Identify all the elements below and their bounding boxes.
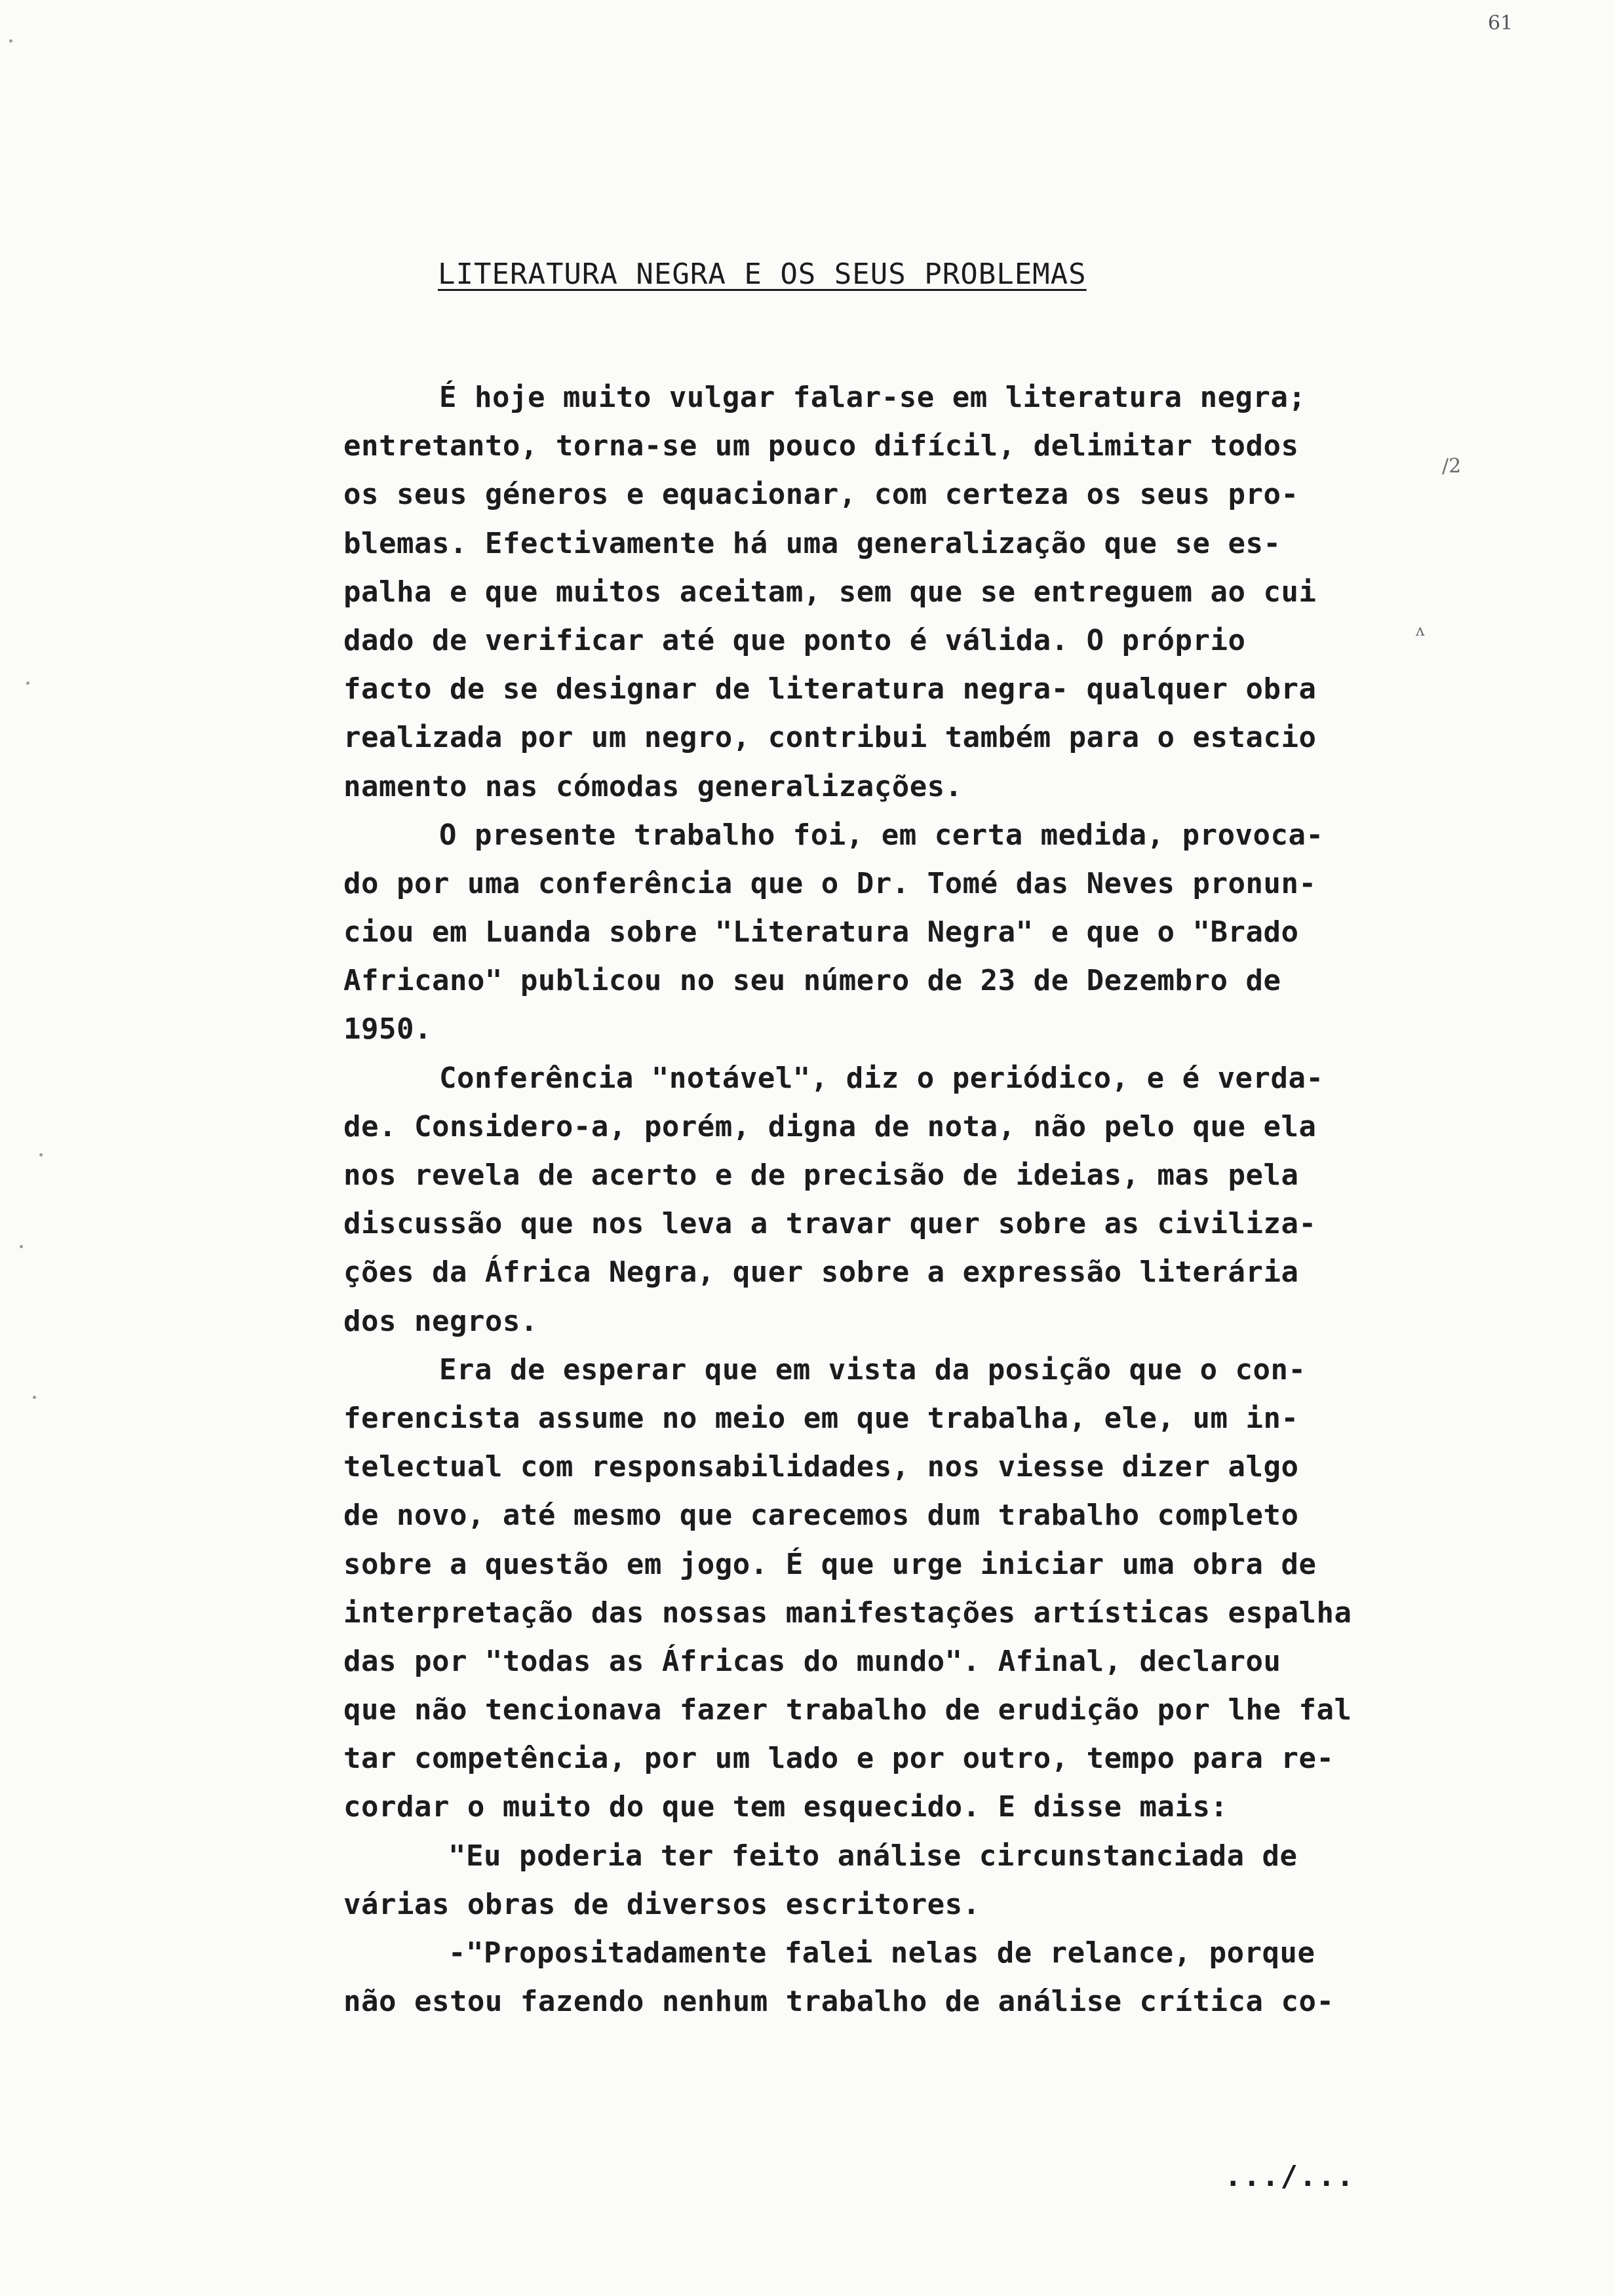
text-line: O presente trabalho foi, em certa medida, provoca- [439,818,1324,852]
text-line: discussão que nos leva a travar quer sobre as civiliza- [343,1207,1317,1241]
text-line: várias obras de diversos escritores. [343,1887,981,1921]
text-line: de novo, até mesmo que carecemos dum trabalho completo [343,1499,1299,1533]
text-line: É hoje muito vulgar falar-se em literatura negra; [439,381,1306,414]
text-line: Conferência "notável", diz o periódico, e é verda- [439,1061,1324,1095]
text-line: cordar o muito do que tem esquecido. E disse mais: [343,1790,1228,1824]
text-line: ções da África Negra, quer sobre a expressão literária [343,1255,1299,1290]
text-line: dado de verificar até que ponto é válida. O próprio [343,623,1246,657]
text-line: telectual com responsabilidades, nos viesse dizer algo [343,1450,1299,1484]
text-line: do por uma conferência que o Dr. Tomé das Neves pronun- [343,866,1317,900]
text-line: ferencista assume no meio em que trabalha, ele, um in- [343,1401,1299,1435]
text-line: ciou em Luanda sobre "Literatura Negra" e que o "Brado [343,915,1299,949]
text-line: dos negros. [343,1304,538,1338]
text-line: das por "todas as Áfricas do mundo". Afinal, declarou [343,1644,1281,1678]
scan-speck [39,1153,43,1157]
text-line: os seus géneros e equacionar, com certeza os seus pro- [343,478,1299,512]
page-number: 61 [1488,12,1513,35]
text-line: nos revela de acerto e de precisão de ideias, mas pela [343,1158,1299,1192]
text-line: entretanto, torna-se um pouco difícil, delimitar todos [343,429,1299,463]
text-line: de. Considero-a, porém, digna de nota, não pelo que ela [343,1109,1317,1143]
text-line: que não tencionava fazer trabalho de erudição por lhe fal [343,1693,1352,1727]
text-line: 1950. [343,1012,432,1046]
margin-note: /2 [1442,455,1462,478]
document-title: LITERATURA NEGRA E OS SEUS PROBLEMAS [438,258,1087,292]
scan-speck [26,681,29,685]
text-line: sobre a questão em jogo. É que urge iniciar uma obra de [343,1547,1317,1581]
text-line: facto de se designar de literatura negra- qualquer obra [343,672,1317,706]
text-line: não estou fazendo nenhum trabalho de análise crítica co- [343,1985,1334,2019]
text-line: "Eu poderia ter feito análise circunstanciada de [448,1839,1298,1873]
text-line: tar competência, por um lado e por outro, tempo para re- [343,1742,1334,1776]
text-line: blemas. Efectivamente há uma generalização que se es- [343,526,1281,560]
scan-speck [33,1396,36,1399]
text-line: -"Propositadamente falei nelas de relance, porque [448,1936,1315,1970]
text-line: interpretação das nossas manifestações artísticas espalha [343,1596,1352,1630]
text-line: Era de esperar que em vista da posição que o con- [439,1352,1306,1387]
scan-speck [20,1245,23,1248]
text-line: realizada por um negro, contribui também para o estacio [343,721,1317,755]
text-line: Africano" publicou no seu número de 23 de Dezembro de [343,964,1281,998]
text-line: palha e que muitos aceitam, sem que se entreguem ao cui [343,575,1317,609]
body-text [343,373,1471,2026]
scan-speck [9,39,12,43]
margin-tick-mark: ʌ [1416,621,1425,640]
text-line: namento nas cómodas generalizações. [343,769,963,803]
continuation-mark: .../... [1224,2160,1355,2193]
